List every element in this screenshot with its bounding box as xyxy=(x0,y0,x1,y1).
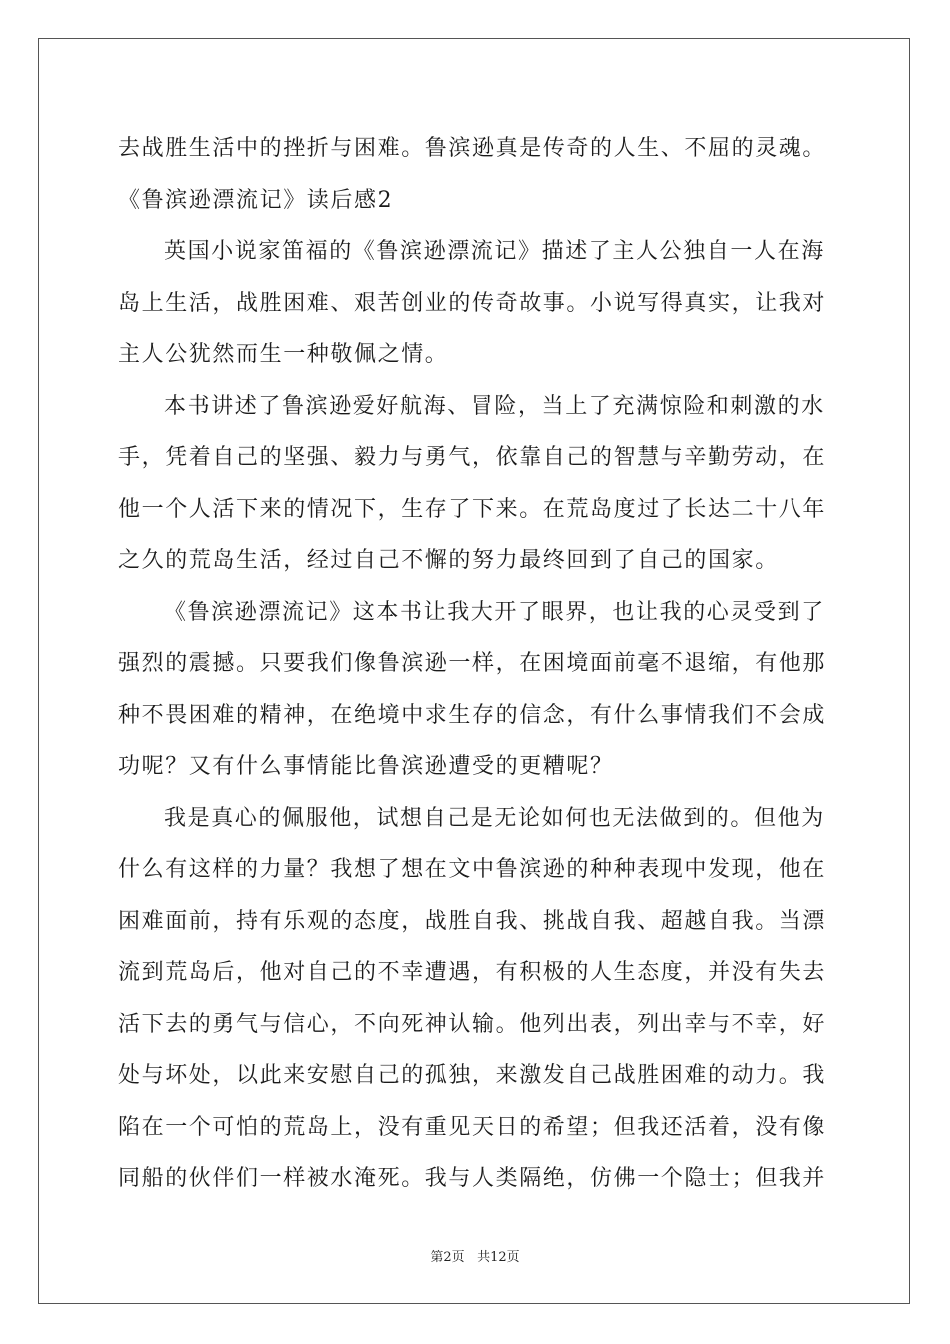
text-line: 种不畏困难的精神，在绝境中求生存的信念，有什么事情我们不会成 xyxy=(118,702,827,728)
text-line: 他一个人活下来的情况下，生存了下来。在荒岛度过了长达二十八年 xyxy=(118,496,827,522)
text-line: 英国小说家笛福的《鲁滨逊漂流记》描述了主人公独自一人在海 xyxy=(164,239,825,264)
page-number: 第2页 xyxy=(430,1250,465,1265)
text-line: 流到荒岛后，他对自己的不幸遭遇，有积极的人生态度，并没有失去 xyxy=(118,960,827,985)
page-total: 共12页 xyxy=(477,1250,520,1265)
text-line: 主人公犹然而生一种敬佩之情。 xyxy=(118,342,449,367)
text-line: 处与坏处，以此来安慰自己的孤独，来激发自己战胜困难的动力。我 xyxy=(118,1063,827,1088)
text-line: 之久的荒岛生活，经过自己不懈的努力最终回到了自己的国家。 xyxy=(118,548,779,573)
text-line: 去战胜生活中的挫折与困难。鲁滨逊真是传奇的人生、不屈的灵魂。 xyxy=(118,136,827,161)
text-line: 我是真心的佩服他，试想自己是无论如何也无法做到的。但他为 xyxy=(164,805,825,831)
document-body xyxy=(118,123,832,1205)
text-line: 什么有这样的力量？我想了想在文中鲁滨逊的种种表现中发现，他在 xyxy=(118,857,827,882)
page-footer xyxy=(0,1246,950,1265)
text-line: 活下去的勇气与信心，不向死神认输。他列出表，列出幸与不幸，好 xyxy=(118,1011,827,1037)
text-line: 《鲁滨逊漂流记》这本书让我大开了眼界，也让我的心灵受到了 xyxy=(164,599,825,625)
text-line: 同船的伙伴们一样被水淹死。我与人类隔绝，仿佛一个隐士；但我并 xyxy=(118,1166,827,1191)
section-heading: 《鲁滨逊漂流记》读后感2 xyxy=(118,187,394,213)
text-line: 困难面前，持有乐观的态度，战胜自我、挑战自我、超越自我。当漂 xyxy=(118,908,827,934)
text-line: 本书讲述了鲁滨逊爱好航海、冒险，当上了充满惊险和刺激的水 xyxy=(164,393,825,419)
text-line: 强烈的震撼。只要我们像鲁滨逊一样，在困境面前毫不退缩，有他那 xyxy=(118,651,827,676)
text-line: 岛上生活，战胜困难、艰苦创业的传奇故事。小说写得真实，让我对 xyxy=(118,290,827,316)
text-line: 陷在一个可怕的荒岛上，没有重见天日的希望；但我还活着，没有像 xyxy=(118,1114,827,1140)
text-line: 手，凭着自己的坚强、毅力与勇气，依靠自己的智慧与辛勤劳动，在 xyxy=(118,445,827,470)
text-line: 功呢？又有什么事情能比鲁滨逊遭受的更糟呢？ xyxy=(118,754,614,779)
